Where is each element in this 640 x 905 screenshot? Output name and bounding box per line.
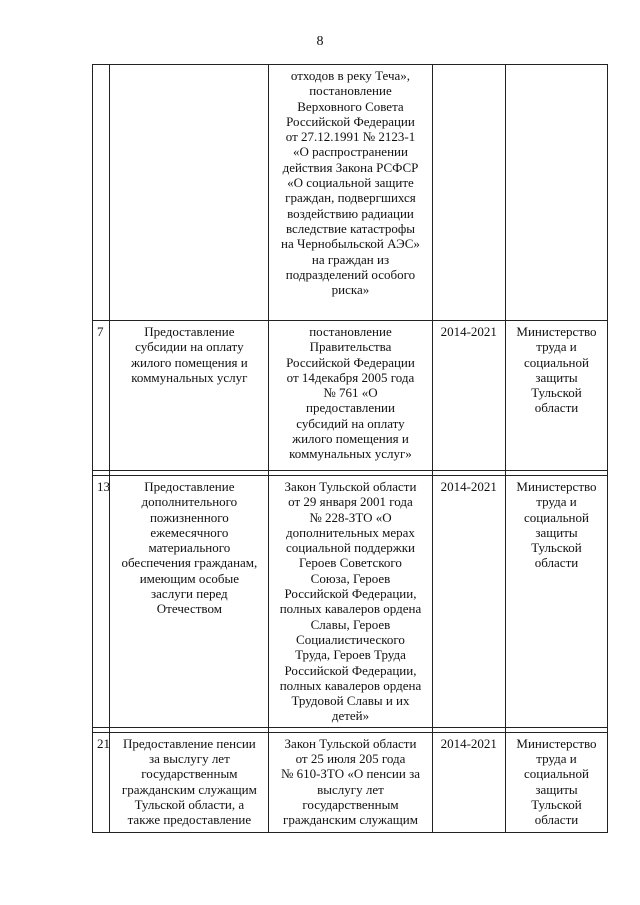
period-cell: 2014-2021 xyxy=(432,321,505,471)
executor-cell: Министерство труда и социальной защиты Тульской области xyxy=(505,476,607,728)
legal-basis-cell: Закон Тульской области от 25 июля 205 года № 610-ЗТО «О пенсии за выслугу лет государственным гражданским служащим xyxy=(269,732,432,832)
period-cell: 2014-2021 xyxy=(432,732,505,832)
measure-cell: Предоставление субсидии на оплату жилого помещения и коммунальных услуг xyxy=(110,321,269,471)
page-number: 8 xyxy=(316,34,324,49)
table-row xyxy=(93,476,608,728)
legal-basis-cell: Закон Тульской области от 29 января 2001 года № 228-ЗТО «О дополнительных мерах социальной поддержки Героев Советского Союза, Героев Российской Федерации, полных кавалеров ордена Славы, Героев Социалистического Труда, Героев Труда Российской Федерации, полных кавалеров ордена Трудовой Славы и их детей» xyxy=(269,476,432,728)
executor-cell: Министерство труда и социальной защиты Тульской области xyxy=(505,321,607,471)
period-cell: 2014-2021 xyxy=(432,476,505,728)
executor-cell xyxy=(505,65,607,321)
row-number-cell: 13 xyxy=(93,476,110,728)
table-row xyxy=(93,732,608,832)
period-cell xyxy=(432,65,505,321)
table-row xyxy=(93,321,608,471)
row-number-cell xyxy=(93,65,110,321)
measure-cell: Предоставление пенсии за выслугу лет государственным гражданским служащим Тульской области, а также предоставление xyxy=(110,732,269,832)
legal-basis-cell: постановление Правительства Российской Федерации от 14декабря 2005 года № 761 «О предоставлении субсидий на оплату жилого помещения и коммунальных услуг» xyxy=(269,321,432,471)
measure-cell xyxy=(110,65,269,321)
row-number-cell: 21 xyxy=(93,732,110,832)
measure-cell: Предоставление дополнительного пожизненного ежемесячного материального обеспечения гражданам, имеющим особые заслуги перед Отечеством xyxy=(110,476,269,728)
measures-table xyxy=(92,64,608,833)
table-row xyxy=(93,65,608,321)
legal-basis-cell: отходов в реку Теча», постановление Верховного Совета Российской Федерации от 27.12.1991 № 2123-1 «О распространении действия Закона РСФСР «О социальной защите граждан, подвергшихся воздействию радиации вследствие катастрофы на Чернобыльской АЭС» на граждан из подразделений особого риска» xyxy=(269,65,432,321)
executor-cell: Министерство труда и социальной защиты Тульской области xyxy=(505,732,607,832)
row-number-cell: 7 xyxy=(93,321,110,471)
